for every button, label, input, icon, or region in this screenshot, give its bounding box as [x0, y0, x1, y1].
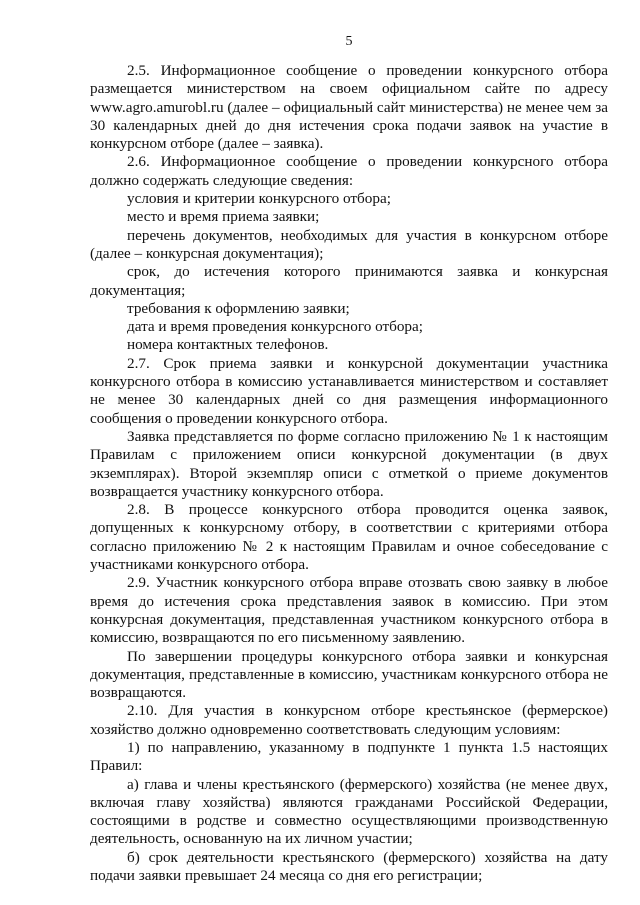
list-item-requirements: требования к оформлению заявки; — [127, 299, 350, 317]
paragraph-application-form: Заявка представляется по форме согласно приложению № 1 к настоящим Правилам с приложением описи конкурсной документации (в двух экземплярах). Второй экземпляр описи с отметкой о приеме документов возвращается участнику конкурсного отбора. — [90, 427, 608, 500]
list-item-deadline: срок, до истечения которого принимаются заявка и конкурсная документация; — [90, 263, 608, 299]
paragraph-2-10-1: 1) по направлению, указанному в подпункте 1 пункта 1.5 настоящих Правил: — [90, 738, 608, 775]
document-page — [90, 0, 608, 905]
list-item-place-time: место и время приема заявки; — [127, 208, 320, 226]
paragraph-2-5: 2.5. Информационное сообщение о проведении конкурсного отбора размещается министерством на своем официальном сайте по адресу www.agro.amurobl.ru (далее – официальный сайт министерства) не менее чем за 30 календарных дней до дня истечения срока подачи заявок на участие в конкурсном отборе (далее – заявка). — [90, 62, 608, 153]
paragraph-completion: По завершении процедуры конкурсного отбора заявки и конкурсная документация, представленные в комиссию, участникам конкурсного отбора не возвращаются. — [90, 647, 608, 702]
list-item-documents: перечень документов, необходимых для участия в конкурсном отборе (далее – конкурсная документация); — [90, 226, 608, 262]
paragraph-2-9: 2.9. Участник конкурсного отбора вправе отозвать свою заявку в любое время до истечения срока представления заявок в комиссию. При этом конкурсная документация, представленная участником конкурсного отбора в комиссию, возвращаются по его письменному заявлению. — [90, 574, 608, 647]
paragraph-2-6: 2.6. Информационное сообщение о проведении конкурсного отбора должно содержать следующие сведения: — [90, 153, 608, 189]
paragraph-2-8: 2.8. В процессе конкурсного отбора проводится оценка заявок, допущенных к конкурсному отбору, в соответствии с критериями отбора согласно приложению № 2 к настоящим Правилам и очное собеседование с участниками конкурсного отбора. — [90, 501, 608, 574]
paragraph-2-10-1-b: б) срок деятельности крестьянского (фермерского) хозяйства на дату подачи заявки превышает 24 месяца со дня его регистрации; — [90, 848, 608, 885]
list-item-criteria: условия и критерии конкурсного отбора; — [127, 190, 391, 208]
paragraph-2-10: 2.10. Для участия в конкурсном отборе крестьянское (фермерское) хозяйство должно одновременно соответствовать следующим условиям: — [90, 702, 608, 738]
page-number: 5 — [345, 34, 353, 49]
paragraph-2-10-1-a: а) глава и члены крестьянского (фермерского) хозяйства (не менее двух, включая главу хозяйства) являются гражданами Российской Федерации, состоящими в родстве и совместно осуществляющими производственную деятельность, основанную на их личном участии; — [90, 775, 608, 848]
paragraph-2-7: 2.7. Срок приема заявки и конкурсной документации участника конкурсного отбора в комиссию устанавливается министерством и составляет не менее 30 календарных дней со дня размещения информационного сообщения о проведении конкурсного отбора. — [90, 354, 608, 427]
document-body — [90, 62, 608, 885]
list-item-date: дата и время проведения конкурсного отбора; — [127, 318, 423, 336]
list-item-phones: номера контактных телефонов. — [127, 336, 329, 354]
